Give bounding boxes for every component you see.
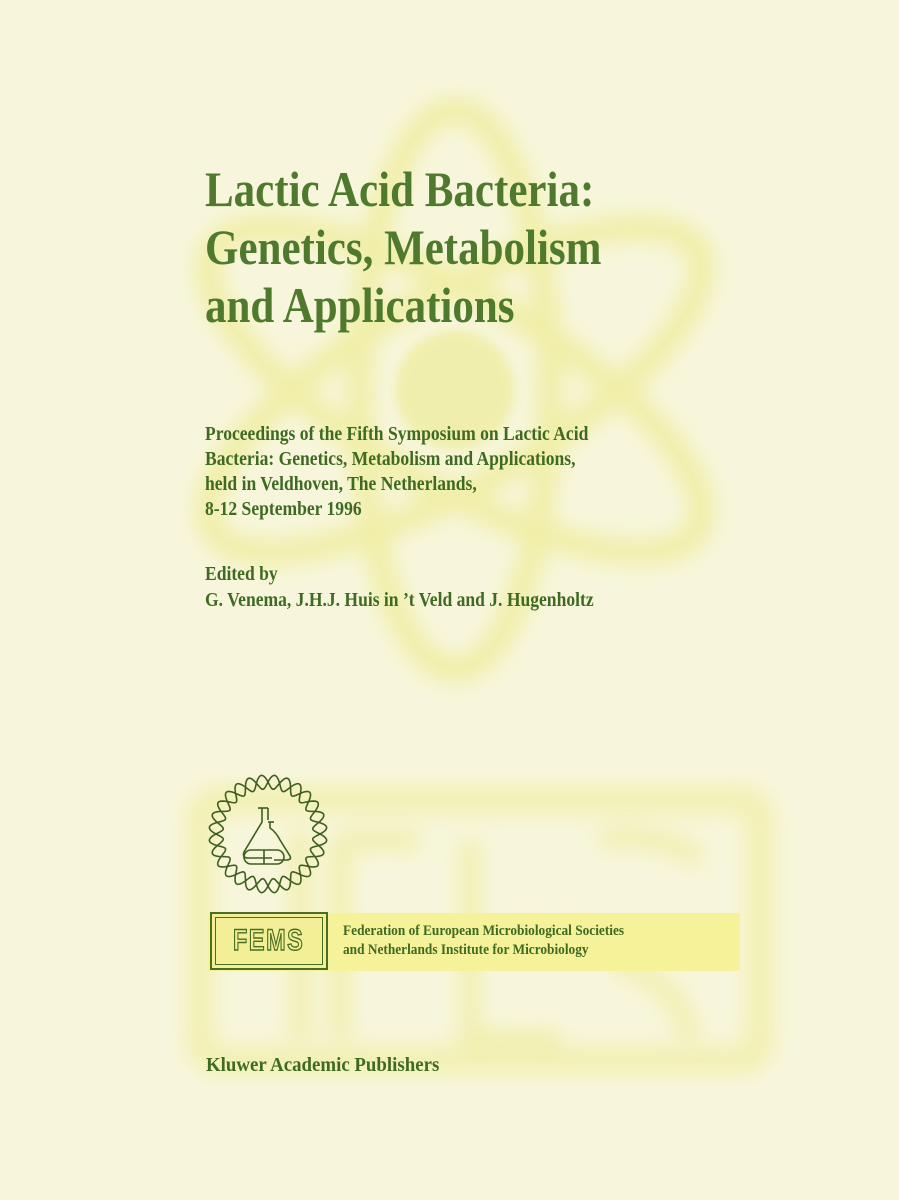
title-line: Genetics, Metabolism <box>205 219 602 275</box>
editors-label: Edited by <box>205 564 278 585</box>
subtitle-line: Bacteria: Genetics, Metabolism and Applications, <box>205 449 576 470</box>
subtitle-line: 8-12 September 1996 <box>205 499 362 520</box>
editors-names: G. Venema, J.H.J. Huis in ’t Veld and J. Hugenholtz <box>205 590 594 611</box>
sponsor-organization <box>343 922 624 960</box>
subtitle-line: held in Veldhoven, The Netherlands, <box>205 474 477 495</box>
wavy-ring <box>209 775 326 892</box>
subtitle-line: Proceedings of the Fifth Symposium on Lactic Acid <box>205 424 589 445</box>
book-subtitle <box>205 422 588 522</box>
title-line: and Applications <box>205 277 515 333</box>
org-line: Federation of European Microbiological Societies <box>343 923 625 939</box>
lab-flask-ring-icon <box>204 770 332 898</box>
title-line: Lactic Acid Bacteria: <box>205 161 595 217</box>
editors-block <box>205 562 594 614</box>
publisher-name: Kluwer Academic Publishers <box>206 1054 440 1076</box>
fems-logo-text: FEMS <box>233 924 305 957</box>
fems-logo <box>210 912 328 970</box>
book-title <box>205 160 755 334</box>
org-line: and Netherlands Institute for Microbiology <box>343 942 589 958</box>
